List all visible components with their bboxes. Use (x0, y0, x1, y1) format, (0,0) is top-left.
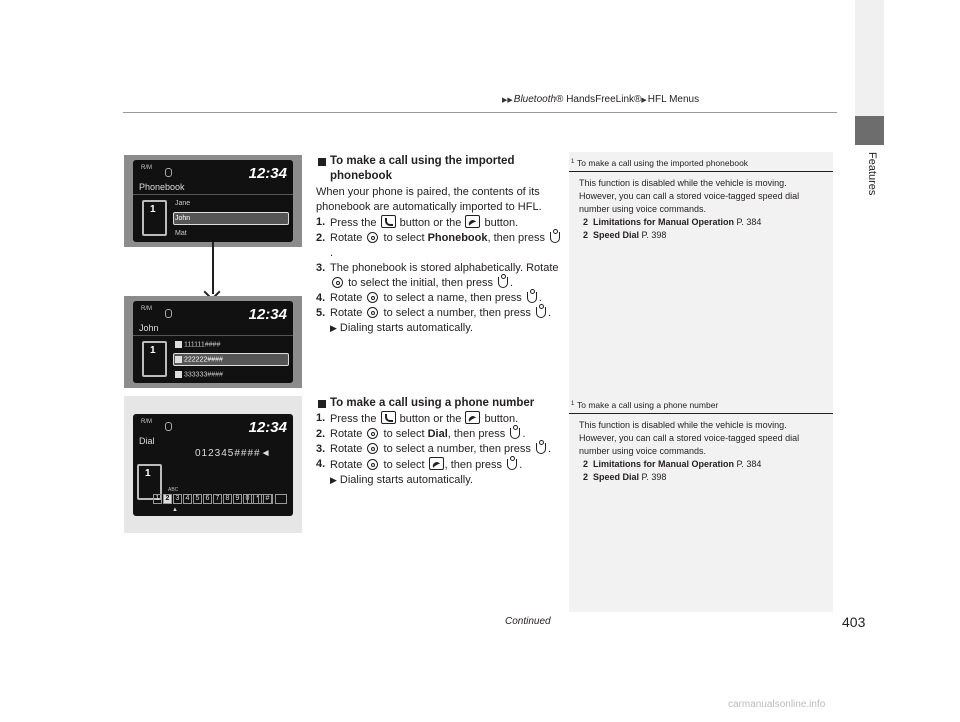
reference-arrow-icon: 2 (583, 472, 589, 482)
contact-screen-image (124, 296, 302, 388)
clock: 12:34 (248, 419, 287, 436)
press-knob-icon (536, 443, 546, 454)
ref-speed-dial[interactable]: 2 Speed Dial P. 398 (583, 472, 667, 482)
signal-icon: R/M (141, 165, 152, 171)
clock: 12:34 (248, 165, 287, 182)
rotate-knob-icon (367, 307, 378, 318)
press-knob-icon (507, 459, 517, 470)
list-item: 222222#### (175, 356, 223, 363)
pickup-button-icon (465, 411, 480, 424)
breadcrumb-menus: HFL Menus (647, 94, 700, 105)
mobile-phone-icon (175, 356, 182, 363)
pickup-key-icon (429, 457, 444, 470)
continued-label: Continued (505, 616, 551, 627)
pickup-button-icon (465, 215, 480, 228)
step-2: 2. Rotate to select Dial, then press . (316, 428, 526, 440)
section-phonebook-call (316, 154, 562, 336)
caret-icon: ▲ (172, 507, 178, 513)
result-arrow-icon: ▶ (330, 323, 337, 333)
list-item: 333333#### (175, 371, 223, 378)
key-letters: ABC (168, 487, 179, 493)
divider (133, 194, 293, 195)
section-number-call (316, 396, 562, 488)
step-4: 4. Rotate to select , then press . (316, 458, 523, 471)
clock: 12:34 (248, 306, 287, 323)
key: 8 (223, 494, 232, 504)
press-knob-icon (527, 292, 537, 303)
note-phone-number (569, 399, 833, 484)
key: * (253, 494, 262, 504)
reference-arrow-icon: 2 (583, 230, 589, 240)
key: # (263, 494, 272, 504)
screen-title: Dial (139, 436, 155, 446)
note-phonebook (569, 157, 833, 242)
ref-limitations[interactable]: 2 Limitations for Manual Operation P. 384 (583, 217, 762, 227)
down-arrow-icon (212, 242, 214, 294)
step-result: ▶ Dialing starts automatically. (330, 322, 473, 334)
ref-speed-dial[interactable]: 2 Speed Dial P. 398 (583, 230, 667, 240)
key: 0 (243, 494, 252, 504)
step-1: 1. Press the button or the button. (316, 412, 519, 425)
phonebook-display (133, 160, 293, 242)
screen-title: Phonebook (139, 182, 185, 192)
rotate-knob-icon (367, 292, 378, 303)
signal-icon: R/M (141, 306, 152, 312)
breadcrumb-bluetooth: Bluetooth (513, 94, 557, 105)
header-rule (123, 112, 837, 113)
phonebook-screen-image (124, 155, 302, 247)
key: 5 (193, 494, 202, 504)
step-3: 3. Rotate to select a number, then press . (316, 443, 552, 455)
rotate-knob-icon (332, 277, 343, 288)
list-item: 111111#### (175, 341, 220, 348)
step-1: 1. Press the button or the button. (316, 216, 519, 229)
phone-button-icon (381, 215, 396, 228)
rotate-knob-icon (367, 232, 378, 243)
press-knob-icon (498, 277, 508, 288)
note-body: This function is disabled while the vehicle is moving. However, you can call a stored voice-tagged speed dial number using voice commands. (579, 420, 800, 456)
contact-display (133, 301, 293, 383)
step-5: 5. Rotate to select a number, then press . (316, 307, 552, 319)
rotate-knob-icon (367, 443, 378, 454)
step-3: 3. The phonebook is stored alphabetically. Rotate to select the initial, then press . (316, 262, 559, 289)
key: 4 (183, 494, 192, 504)
divider (133, 335, 293, 336)
press-knob-icon (536, 307, 546, 318)
phonebook-icon: 1 (142, 341, 167, 377)
side-tab-background (855, 0, 884, 116)
work-phone-icon (175, 371, 182, 378)
press-knob-icon (510, 428, 520, 439)
list-item: Mat (175, 230, 187, 237)
rotate-knob-icon (367, 428, 378, 439)
result-arrow-icon: ▶ (330, 475, 337, 485)
key: 1 (153, 494, 162, 504)
watermark: carmanualsonline.info (728, 699, 826, 710)
square-bullet-icon (318, 400, 326, 408)
phone-button-icon (381, 411, 396, 424)
breadcrumb-hfl: HandsFreeLink® (563, 94, 642, 105)
page-number: 403 (842, 614, 866, 630)
note-body: This function is disabled while the vehicle is moving. However, you can call a stored voice-tagged speed dial number using voice commands. (579, 178, 800, 214)
key: 9 (233, 494, 242, 504)
breadcrumb-registered: ® (556, 94, 564, 105)
dialed-number: 012345####◄ (195, 448, 272, 459)
key-selected: 2 (163, 494, 172, 504)
list-item: Jane (175, 200, 191, 207)
list-item: John (175, 215, 191, 222)
step-result: ▶ Dialing starts automatically. (330, 474, 473, 486)
note-heading: 1 To make a call using the imported phonebook (569, 157, 833, 172)
dial-display (133, 414, 293, 516)
step-4: 4. Rotate to select a name, then press . (316, 292, 542, 304)
section-heading: To make a call using a phone number (316, 396, 562, 411)
reference-arrow-icon: 2 (583, 217, 589, 227)
backspace-key-icon (261, 494, 273, 504)
bluetooth-icon (165, 422, 172, 431)
breadcrumb-arrow-icon: ▶ (641, 97, 647, 104)
side-tab-marker (855, 116, 884, 145)
signal-icon: R/M (141, 419, 152, 425)
breadcrumb-arrow-icon: ▶▶ (502, 97, 513, 104)
breadcrumb (502, 94, 699, 105)
selection-highlight (173, 212, 289, 225)
screen-title: John (139, 323, 159, 333)
phonebook-icon: 1 (142, 200, 167, 236)
bluetooth-icon (165, 309, 172, 318)
side-tab-label: Features (866, 152, 878, 196)
home-phone-icon (175, 341, 182, 348)
pause-key-icon (247, 494, 259, 504)
function-keys (247, 494, 287, 504)
key: 3 (173, 494, 182, 504)
step-2: 2. Rotate to select Phonebook, then press . (316, 231, 562, 261)
call-key-icon (275, 494, 287, 504)
key: 6 (203, 494, 212, 504)
keypad-icon: 1 (137, 464, 162, 500)
note-heading: 1 To make a call using a phone number (569, 399, 833, 414)
press-knob-icon (550, 232, 560, 243)
rotate-knob-icon (367, 459, 378, 470)
square-bullet-icon (318, 158, 326, 166)
dial-screen-image (124, 396, 302, 533)
section-heading: To make a call using the imported phonebook (316, 154, 562, 184)
bluetooth-icon (165, 168, 172, 177)
reference-arrow-icon: 2 (583, 459, 589, 469)
ref-limitations[interactable]: 2 Limitations for Manual Operation P. 384 (583, 459, 762, 469)
intro-text: When your phone is paired, the contents of its phonebook are automatically imported to HFL. (316, 186, 542, 213)
key: 7 (213, 494, 222, 504)
